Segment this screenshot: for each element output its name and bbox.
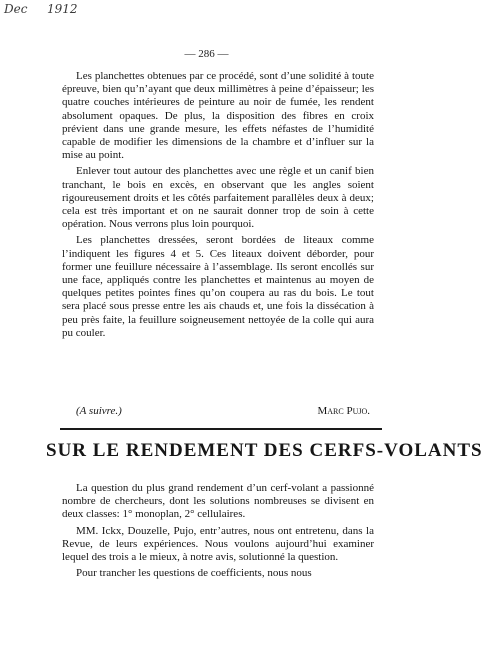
paragraph: MM. Ickx, Douzelle, Pujo, entr’autres, nous ont entretenu, dans la Revue, de leurs expériences. Nous voulons aujourd’hui examiner lequel des trois a le mieux, à notre avis, solutionné la question. bbox=[62, 524, 374, 564]
article-body-1 bbox=[62, 70, 374, 340]
article-footer bbox=[62, 404, 374, 418]
paragraph: Pour trancher les questions de coefficients, nous nous bbox=[76, 567, 312, 580]
handwritten-note-right: 1912 bbox=[47, 2, 78, 16]
article-body-2 bbox=[62, 482, 374, 580]
paragraph: Les planchettes obtenues par ce procédé, sont d’une solidité à toute épreuve, bien qu’n’ayant que deux millimètres à peine d’épaisseur; les quatre couches intérieures de peinture au noir de fumée, les rendent absolument opaques. De plus, la disposition des fibres en croix prévient dans une grande mesure, les effets néfastes de l’humidité capable de modifier les dimensions de la chambre et d’influer sur la mise au point. bbox=[62, 70, 374, 162]
section-divider bbox=[60, 428, 382, 430]
paragraph: Les planchettes dressées, seront bordées de liteaux comme l’indiquent les figures 4 et 5. Ces liteaux doivent déborder, pour former une feuillure nécessaire à l’assemblage. Ils seront encollés sur une face, appliqués contre les planchettes et maintenus au moyen de quelques petites pointes fines qu’on coupera au ras du bois. Le tout sera placé sous presse entre les ais chauds et, une fois la dissécation à peu près faite, la feuillure soigneusement nettoyée de la colle qui aura pu couler. bbox=[62, 234, 374, 339]
page-number: — 286 — bbox=[184, 48, 229, 60]
paragraph: Enlever tout autour des planchettes avec une règle et un canif bien tranchant, le bois en excès, en observant que les angles soient rigoureusement droits et les côtés parfaitement parallèles deux à deux; cela est très important et on ne saurait donner trop de soin à cette opération. Nous verrons plus loin pourquoi. bbox=[62, 165, 374, 231]
article-title: SUR LE RENDEMENT DES CERFS-VOLANTS bbox=[46, 440, 483, 461]
to-be-continued: (A suivre.) bbox=[76, 405, 122, 417]
author-signature: Marc Pujo. bbox=[317, 405, 370, 417]
paragraph: La question du plus grand rendement d’un cerf-volant a passionné nombre de chercheurs, dont les solutions nombreuses se divisent en deux classes: 1° monoplan, 2° cellulaires. bbox=[62, 482, 374, 521]
handwritten-note-left: Dec bbox=[4, 2, 28, 16]
